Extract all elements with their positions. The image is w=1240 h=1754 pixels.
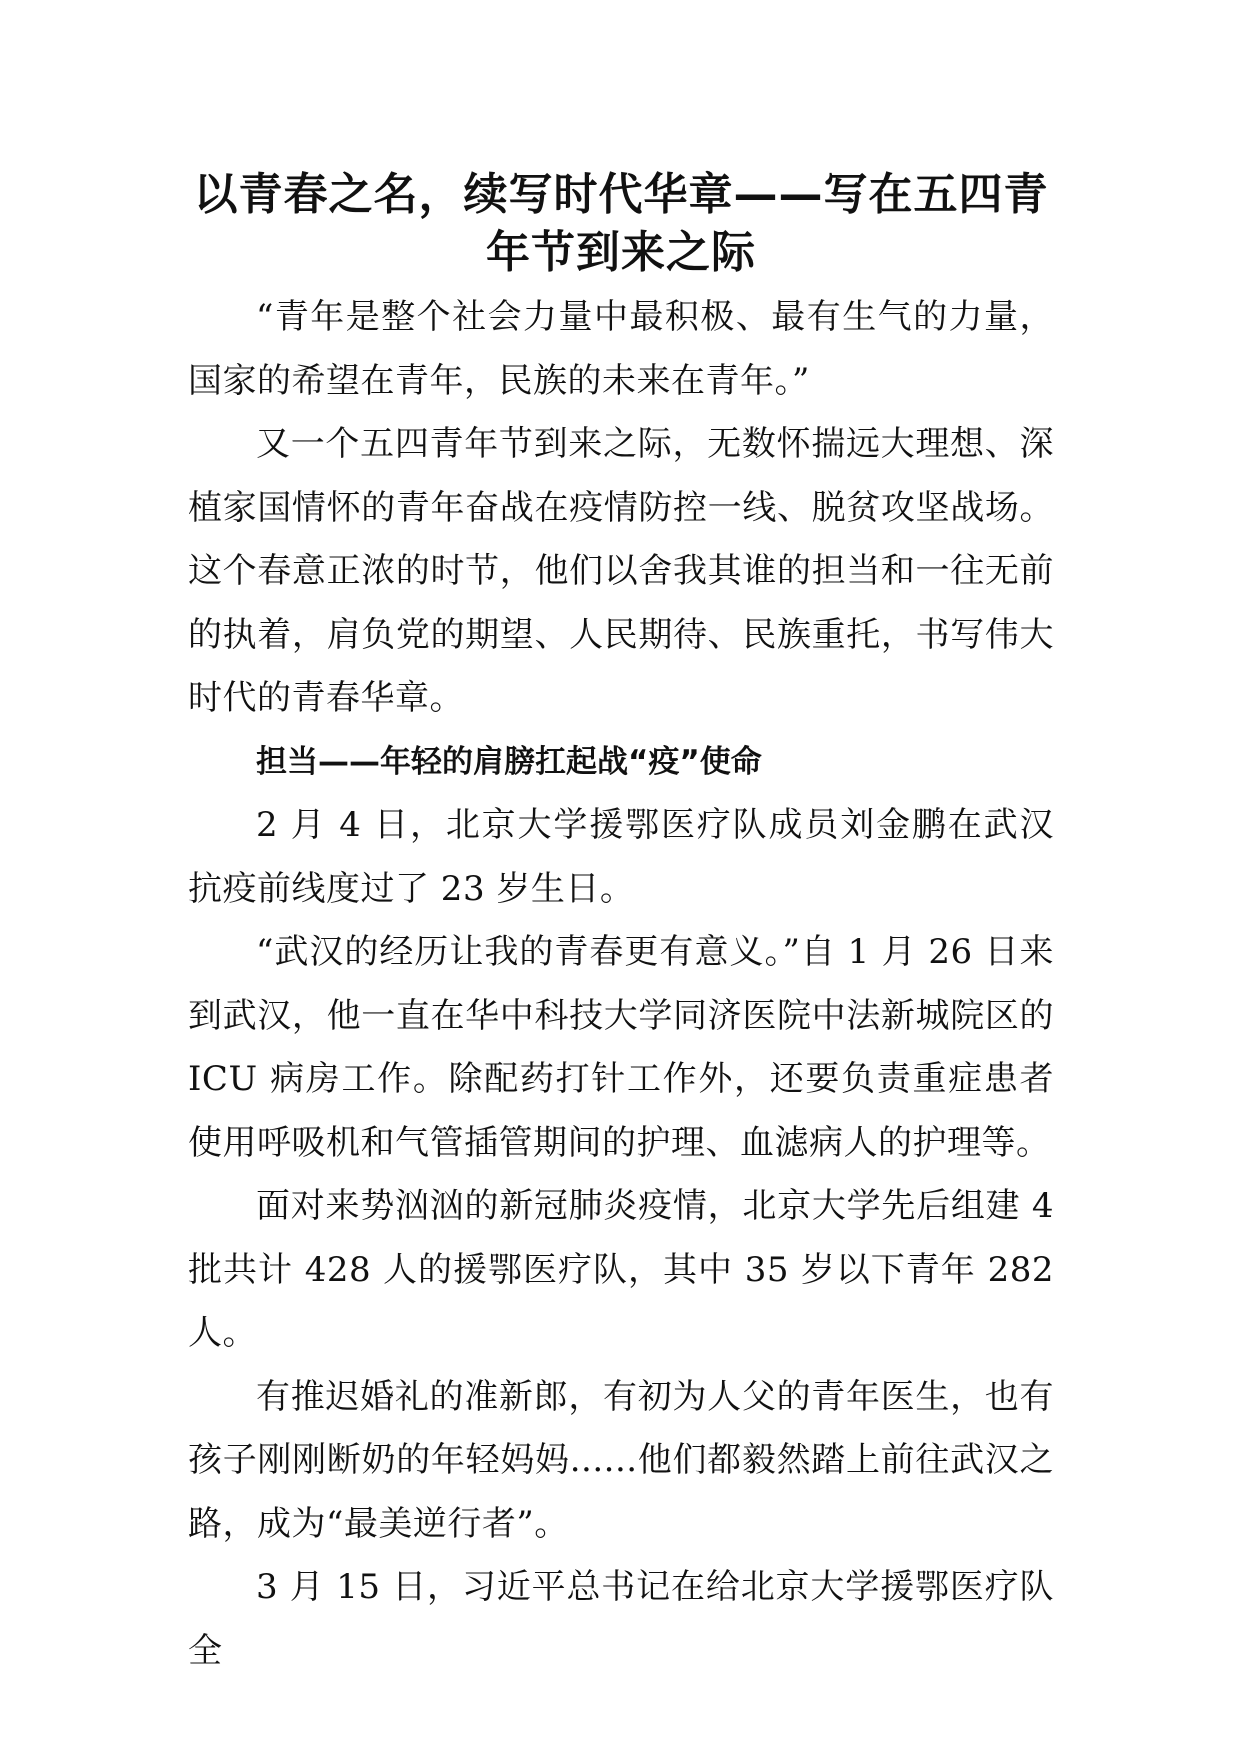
intro-paragraph-quote: “青年是整个社会力量中最积极、最有生气的力量，国家的希望在青年，民族的未来在青年。” — [188, 297, 1054, 401]
section-paragraph-letter: 3 月 15 日，习近平总书记在给北京大学援鄂医疗队全 — [188, 1567, 1054, 1671]
section-heading: 担当——年轻的肩膀扛起战“疫”使命 — [256, 743, 762, 780]
section-paragraph-volunteers: 有推迟婚礼的准新郎，有初为人父的青年医生，也有孩子刚刚断奶的年轻妈妈......他们都毅然踏上前往武汉之路，成为“最美逆行者”。 — [188, 1376, 1054, 1544]
document-title: 以青春之名，续写时代华章——写在五四青年节到来之际 — [193, 169, 1049, 278]
intro-paragraph-context: 又一个五四青年节到来之际，无数怀揣远大理想、深植家国情怀的青年奋战在疫情防控一线、脱贫攻坚战场。这个春意正浓的时节，他们以舍我其谁的担当和一往无前的执着，肩负党的期望、人民期待、民族重托，书写伟大时代的青春华章。 — [188, 424, 1054, 718]
document-body — [188, 166, 1054, 1683]
section-paragraph-teams: 面对来势汹汹的新冠肺炎疫情，北京大学先后组建 4 批共计 428 人的援鄂医疗队，其中 35 岁以下青年 282 人。 — [188, 1186, 1054, 1353]
section-paragraph-icu: “武汉的经历让我的青春更有意义。”自 1 月 26 日来到武汉，他一直在华中科技大学同济医院中法新城院区的 ICU 病房工作。除配药打针工作外，还要负责重症患者使用呼吸机和气管插管期间的护理、血滤病人的护理等。 — [188, 932, 1054, 1163]
section-paragraph-birthday: 2 月 4 日，北京大学援鄂医疗队成员刘金鹏在武汉抗疫前线度过了 23 岁生日。 — [188, 805, 1054, 909]
